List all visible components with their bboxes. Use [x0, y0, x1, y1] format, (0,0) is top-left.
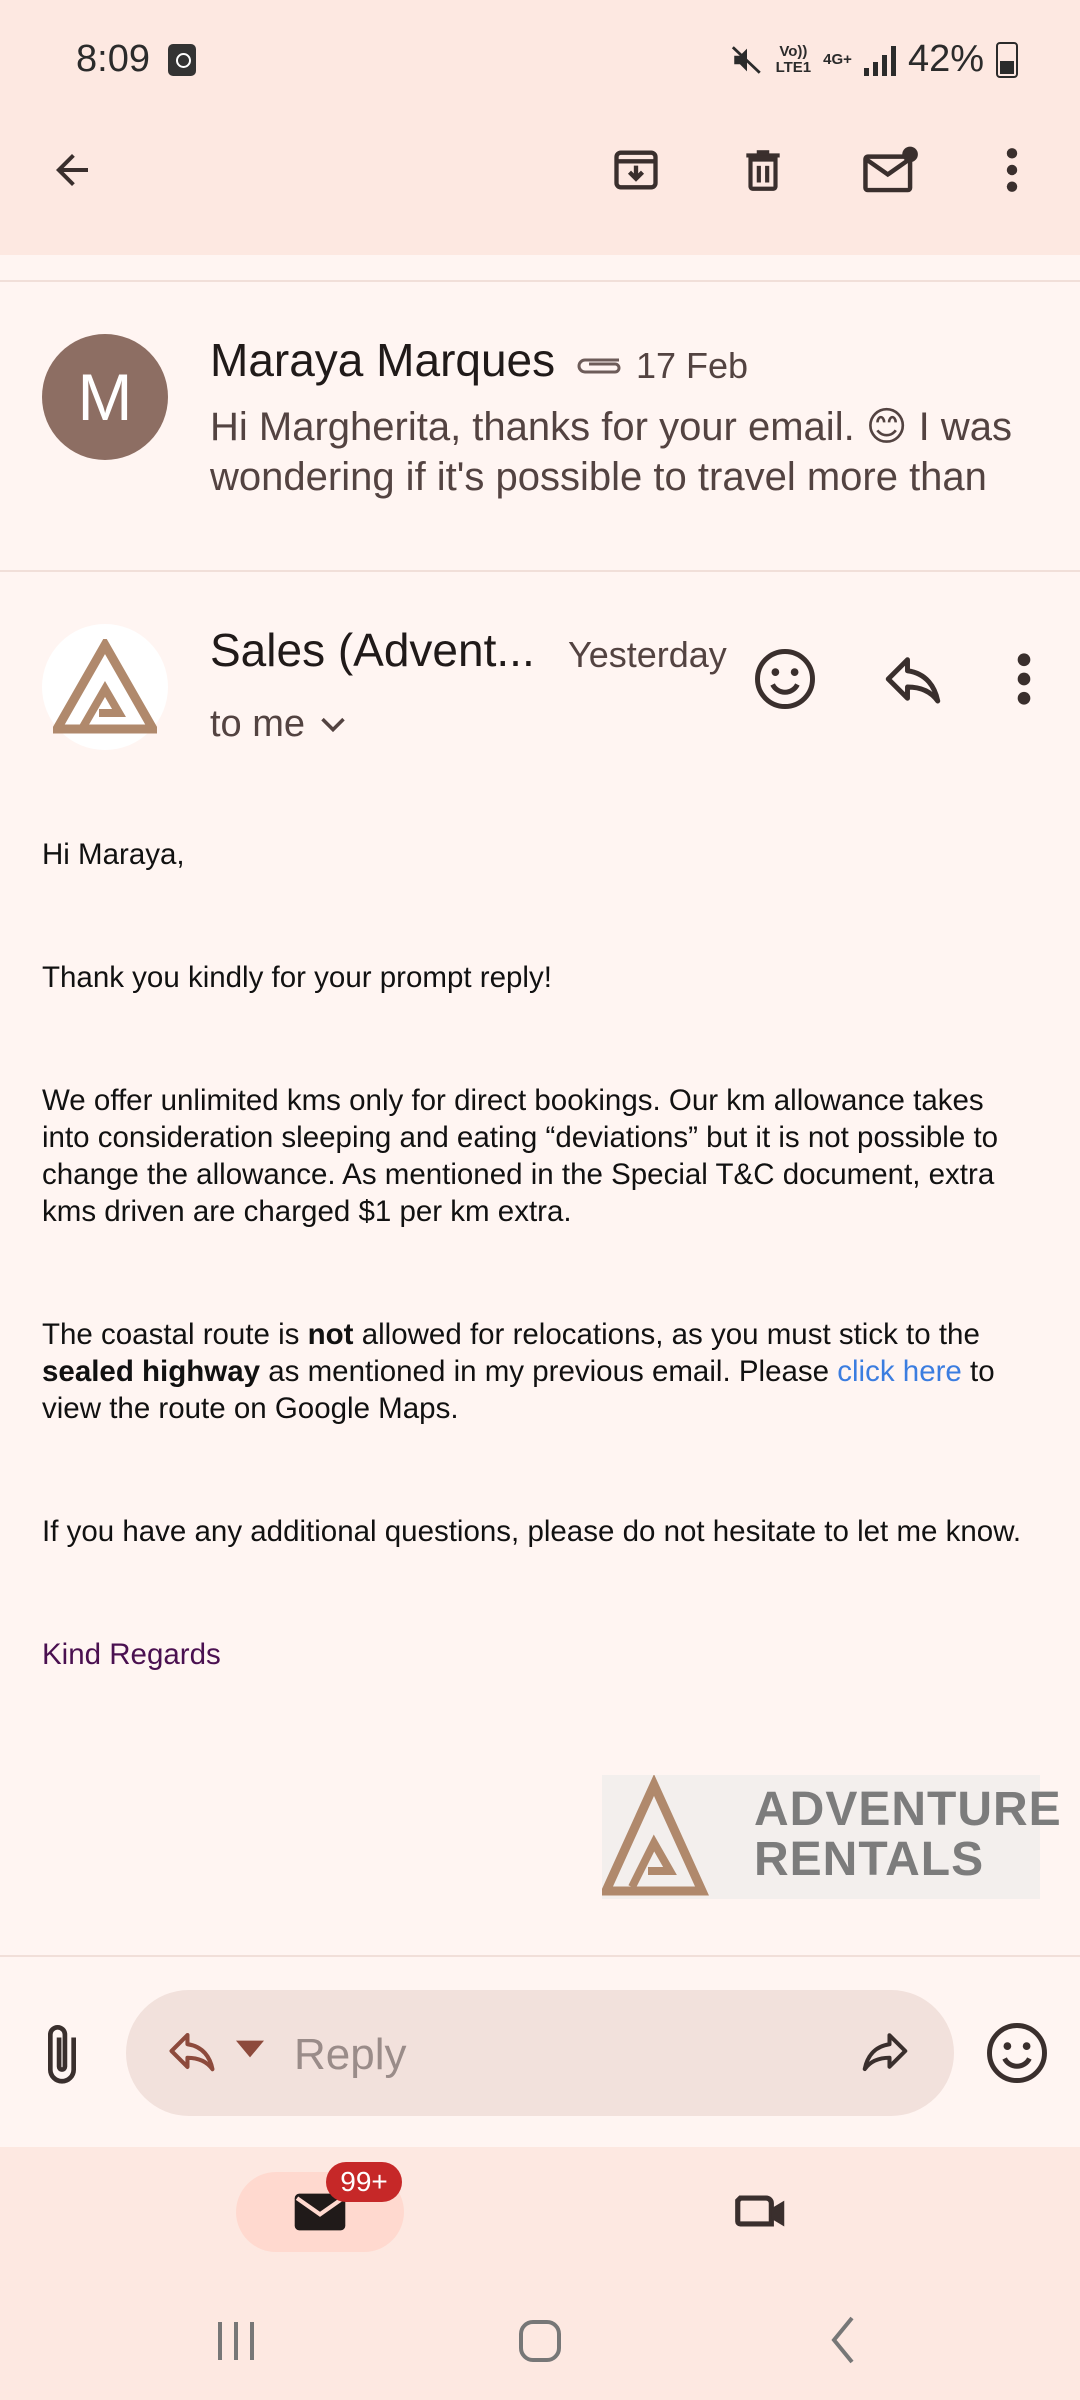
greeting: Hi Maraya, [42, 838, 185, 871]
back-icon [48, 146, 96, 194]
mark-unread-icon [861, 145, 919, 195]
back-button[interactable] [32, 130, 112, 210]
attachment-button-icon[interactable] [34, 2020, 90, 2090]
home-icon[interactable] [521, 2322, 559, 2360]
battery-percent: 42% [907, 38, 984, 80]
paragraph: The coastal route is not allowed for relocations, as you must stick to the sealed highway as mentioned in my previous email. Please click here to view the route on Google Maps. [42, 1318, 995, 1425]
signature-logo [602, 1775, 1062, 1899]
more-options-button[interactable] [972, 130, 1052, 210]
status-indicators [730, 38, 1018, 81]
more-vert-icon[interactable] [1004, 646, 1044, 712]
avatar[interactable]: M [42, 334, 168, 460]
system-navigation-bar [0, 2300, 1080, 2380]
paragraph: We offer unlimited kms only for direct bookings. Our km allowance takes into consideration sleeping and eating “deviations” but it is not possible to change the allowance. As mentioned in the Special T&C document, extra kms driven are charged $1 per km extra. [42, 1084, 999, 1228]
reply-options-dropdown-icon[interactable] [236, 2040, 264, 2058]
route-link[interactable]: click here [837, 1355, 962, 1388]
divider [0, 280, 1080, 282]
chevron-down-icon [319, 715, 347, 735]
mark-unread-button[interactable] [850, 130, 930, 210]
logo-text-line1: ADVENTURE [754, 1783, 1062, 1836]
message-body [42, 836, 1022, 1673]
message-date: Yesterday [568, 634, 727, 675]
volte-indicator: Vo)) LTE1 [775, 42, 812, 76]
mute-icon [730, 43, 764, 77]
reply-input[interactable]: Reply [294, 2030, 407, 2079]
battery-icon [996, 42, 1018, 78]
paragraph: Thank you kindly for your prompt reply! [42, 961, 552, 994]
forward-icon[interactable] [858, 2026, 912, 2076]
emoji-icon[interactable] [984, 2020, 1050, 2086]
meet-video-icon[interactable] [730, 2180, 792, 2242]
delete-icon [738, 145, 788, 195]
unread-count-badge: 99+ [326, 2162, 402, 2202]
sender-name: Maraya Marques [210, 334, 556, 386]
reply-icon[interactable] [880, 646, 946, 712]
message-date: 17 Feb [636, 345, 749, 386]
paragraph: If you have any additional questions, please do not hesitate to let me know. [42, 1515, 1022, 1548]
recipient-details-toggle[interactable] [210, 703, 347, 746]
system-back-icon[interactable] [834, 2318, 852, 2362]
recent-apps-icon[interactable] [218, 2322, 254, 2360]
recipient-label: to me [210, 703, 306, 745]
status-time: 8:09 [76, 38, 150, 80]
attachment-icon [575, 352, 625, 376]
divider [0, 570, 1080, 572]
data-type-indicator: 4G+ [823, 50, 852, 68]
message-snippet: Hi Margherita, thanks for your email. 😊 I was wondering if it's possible to travel more than [210, 405, 1012, 499]
signal-icon [864, 44, 896, 76]
archive-icon [610, 144, 662, 196]
signoff: Kind Regards [42, 1638, 221, 1671]
archive-button[interactable] [596, 130, 676, 210]
logo-text-line2: RENTALS [754, 1833, 985, 1886]
reply-icon[interactable] [164, 2026, 220, 2076]
sender-logo-avatar[interactable] [42, 624, 168, 750]
delete-button[interactable] [723, 130, 803, 210]
more-vert-icon [997, 145, 1027, 195]
divider [0, 1955, 1080, 1957]
sender-name: Sales (Advent... [210, 624, 535, 676]
add-reaction-icon[interactable] [752, 646, 818, 712]
adventure-rentals-logo-icon [53, 639, 157, 735]
alarm-clock-icon [168, 44, 196, 76]
